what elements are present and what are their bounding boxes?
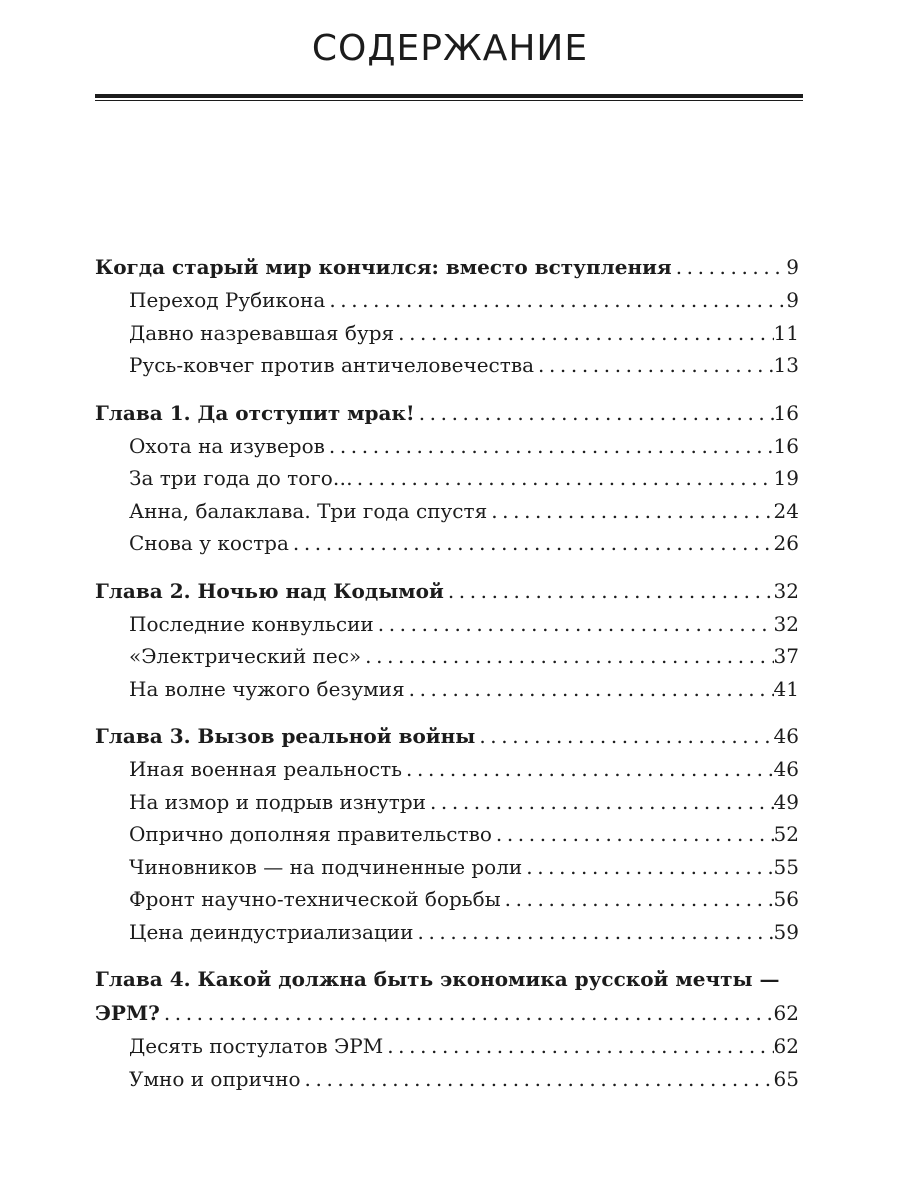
page-number: 56 (773, 887, 799, 911)
page-number: 46 (773, 724, 799, 748)
toc-subsection-entry[interactable] (95, 786, 799, 819)
page-number: 59 (773, 919, 799, 944)
toc-subsection-entry[interactable] (95, 640, 799, 673)
page-number: 32 (773, 578, 799, 603)
toc-subsection-entry[interactable] (95, 916, 799, 949)
toc-subsection-entry[interactable] (95, 317, 799, 350)
subsection-title: Охота на изуверов (129, 433, 325, 458)
chapter-title: Когда старый мир кончился: вместо вступления (95, 255, 672, 279)
subsection-title: За три года до того… (129, 466, 353, 490)
chapter-title: Глава 3. Вызов реальной войны (95, 724, 476, 748)
dot-leader (522, 851, 773, 884)
chapter-title: Глава 1. Да отступит мрак! (95, 400, 415, 425)
page-number: 16 (773, 400, 799, 425)
subsection-title: Анна, балаклава. Три года спустя (129, 498, 488, 523)
toc-section-chapter-3 (95, 719, 799, 948)
toc-subsection-entry[interactable] (95, 851, 799, 884)
dot-leader (361, 640, 773, 673)
toc-chapter-entry[interactable] (95, 574, 799, 608)
page-number: 62 (773, 1001, 799, 1025)
page-number: 13 (773, 353, 799, 377)
subsection-title: На волне чужого безумия (129, 676, 405, 701)
dot-leader (325, 284, 786, 317)
table-of-contents (95, 250, 799, 1109)
toc-subsection-entry[interactable] (95, 462, 799, 495)
page-number: 32 (773, 611, 799, 636)
dot-leader (475, 719, 773, 753)
subsection-title: Русь-ковчег против античеловечества (129, 353, 535, 377)
subsection-title: «Электрический пес» (129, 644, 362, 668)
subsection-title: Умно и опрично (129, 1066, 301, 1091)
chapter-title: Глава 2. Ночью над Кодымой (95, 578, 444, 603)
chapter-title-line-2: ЭРМ? (95, 1001, 160, 1025)
subsection-title: Опрично дополняя правительство (129, 822, 492, 846)
toc-subsection-entry[interactable] (95, 818, 799, 851)
dot-leader (383, 1030, 773, 1063)
dot-leader (487, 495, 773, 528)
dot-leader (394, 317, 773, 350)
page-number: 46 (773, 757, 799, 781)
dot-leader (415, 396, 774, 430)
page-number: 9 (786, 255, 799, 279)
dot-leader (325, 430, 774, 463)
toc-subsection-entry[interactable] (95, 608, 799, 641)
dot-leader (414, 916, 774, 949)
toc-subsection-entry[interactable] (95, 1063, 799, 1096)
toc-subsection-entry[interactable] (95, 753, 799, 786)
page-number: 9 (786, 288, 799, 312)
toc-subsection-entry[interactable] (95, 284, 799, 317)
toc-section-introduction (95, 250, 799, 382)
toc-subsection-entry[interactable] (95, 1030, 799, 1063)
page-number: 24 (773, 498, 799, 523)
toc-section-chapter-4 (95, 962, 799, 1095)
subsection-title: На измор и подрыв изнутри (129, 789, 426, 814)
page-number: 19 (773, 466, 799, 490)
toc-chapter-entry[interactable] (95, 719, 799, 753)
dot-leader (672, 250, 787, 284)
subsection-title: Последние конвульсии (129, 611, 374, 636)
subsection-title: Давно назревавшая буря (129, 320, 395, 345)
dot-leader (405, 673, 774, 706)
subsection-title: Снова у костра (129, 531, 289, 555)
dot-leader (426, 786, 774, 819)
toc-subsection-entry[interactable] (95, 495, 799, 528)
dot-leader (501, 883, 774, 916)
toc-subsection-entry[interactable] (95, 673, 799, 706)
toc-section-chapter-1 (95, 396, 799, 560)
page-number: 49 (773, 789, 799, 814)
toc-subsection-entry[interactable] (95, 349, 799, 382)
dot-leader (492, 818, 774, 851)
page-number: 62 (773, 1034, 799, 1058)
toc-section-chapter-2 (95, 574, 799, 706)
subsection-title: Переход Рубикона (129, 288, 326, 312)
toc-subsection-entry[interactable] (95, 527, 799, 560)
page-number: 37 (773, 644, 799, 668)
dot-leader (444, 574, 774, 608)
toc-chapter-entry[interactable] (95, 250, 799, 284)
page-number: 11 (773, 320, 799, 345)
dot-leader (289, 527, 774, 560)
dot-leader (353, 462, 774, 495)
subsection-title: Иная военная реальность (129, 757, 403, 781)
dot-leader (160, 996, 774, 1030)
page-number: 26 (773, 531, 799, 555)
page-number: 52 (773, 822, 799, 846)
toc-chapter-entry[interactable] (95, 996, 799, 1030)
toc-chapter-entry[interactable] (95, 396, 799, 430)
subsection-title: Фронт научно-технической борьбы (129, 887, 501, 911)
page-number: 65 (773, 1066, 799, 1091)
dot-leader (534, 349, 774, 382)
page-number: 16 (773, 433, 799, 458)
dot-leader (402, 753, 774, 786)
page-number: 41 (773, 676, 799, 701)
dot-leader (301, 1063, 774, 1096)
subsection-title: Десять постулатов ЭРМ (129, 1034, 384, 1058)
subsection-title: Цена деиндустриализации (129, 919, 414, 944)
title-rule-thick (95, 94, 803, 98)
chapter-title-line-1[interactable]: Глава 4. Какой должна быть экономика русской мечты — (95, 967, 780, 991)
page-title: СОДЕРЖАНИЕ (311, 28, 589, 69)
page-number: 55 (773, 854, 799, 879)
toc-subsection-entry[interactable] (95, 430, 799, 463)
subsection-title: Чиновников — на подчиненные роли (129, 854, 523, 879)
toc-subsection-entry[interactable] (95, 883, 799, 916)
dot-leader (374, 608, 774, 641)
title-rule-thin (95, 100, 803, 101)
